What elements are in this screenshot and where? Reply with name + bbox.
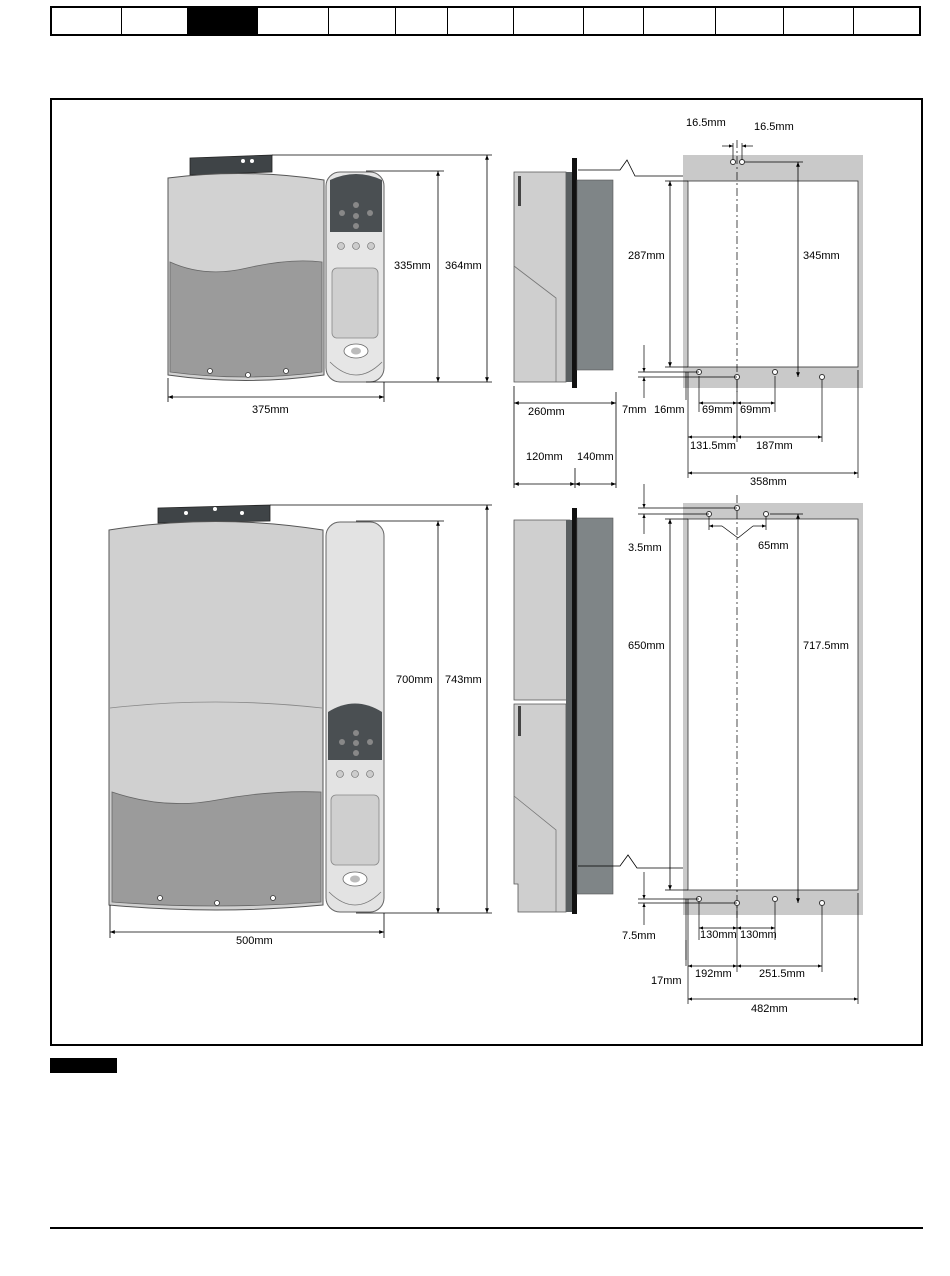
large-hole-left-label: 192mm [695,968,732,980]
large-panel-inner-height-label: 650mm [628,640,665,652]
large-panel-width-label: 482mm [751,1003,788,1015]
small-panel-width-label: 358mm [750,476,787,488]
small-side-front-label: 120mm [526,451,563,463]
large-body-height-label: 700mm [396,674,433,686]
large-panel-bottom-offset-label: 17mm [651,975,682,987]
small-side-rear-label: 140mm [577,451,614,463]
large-front-width-label: 500mm [236,935,273,947]
large-side-offset-label: 7.5mm [622,930,656,942]
small-panel-inner-height-label: 287mm [628,250,665,262]
small-side-dimensions [514,386,646,488]
small-hole-spacing-left-label: 69mm [702,404,733,416]
small-overall-height-label: 364mm [445,260,482,272]
large-drive-front-view [109,505,384,912]
small-drive-front-view [168,155,384,382]
small-side-depth-label: 260mm [528,406,565,418]
large-drive-side-view [514,508,683,914]
large-panel-cutout [683,495,863,918]
small-panel-hole-height-label: 345mm [803,250,840,262]
small-panel-bottom-offset-label: 16mm [654,404,685,416]
large-hole-spacing-left-label: 130mm [700,929,737,941]
small-hole-spacing-right-label: 69mm [740,404,771,416]
small-front-width-label: 375mm [252,404,289,416]
large-top-hole-spacing-label: 65mm [758,540,789,552]
small-panel-cutout [683,140,863,392]
large-hole-right-label: 251.5mm [759,968,805,980]
large-overall-height-label: 743mm [445,674,482,686]
large-panel-hole-height-label: 717.5mm [803,640,849,652]
large-hole-spacing-right-label: 130mm [740,929,777,941]
small-hole-pitch-right-label: 16.5mm [754,121,794,133]
small-drive-side-view [514,158,683,388]
small-hole-right-label: 187mm [756,440,793,452]
footer-rule [50,1227,923,1229]
small-hole-left-label: 131.5mm [690,440,736,452]
small-hole-pitch-left-label: 16.5mm [686,117,726,129]
small-side-offset-label: 7mm [622,404,647,416]
large-panel-top-offset-label: 3.5mm [628,542,662,554]
section-tag-bar [50,1058,117,1073]
small-body-height-label: 335mm [394,260,431,272]
